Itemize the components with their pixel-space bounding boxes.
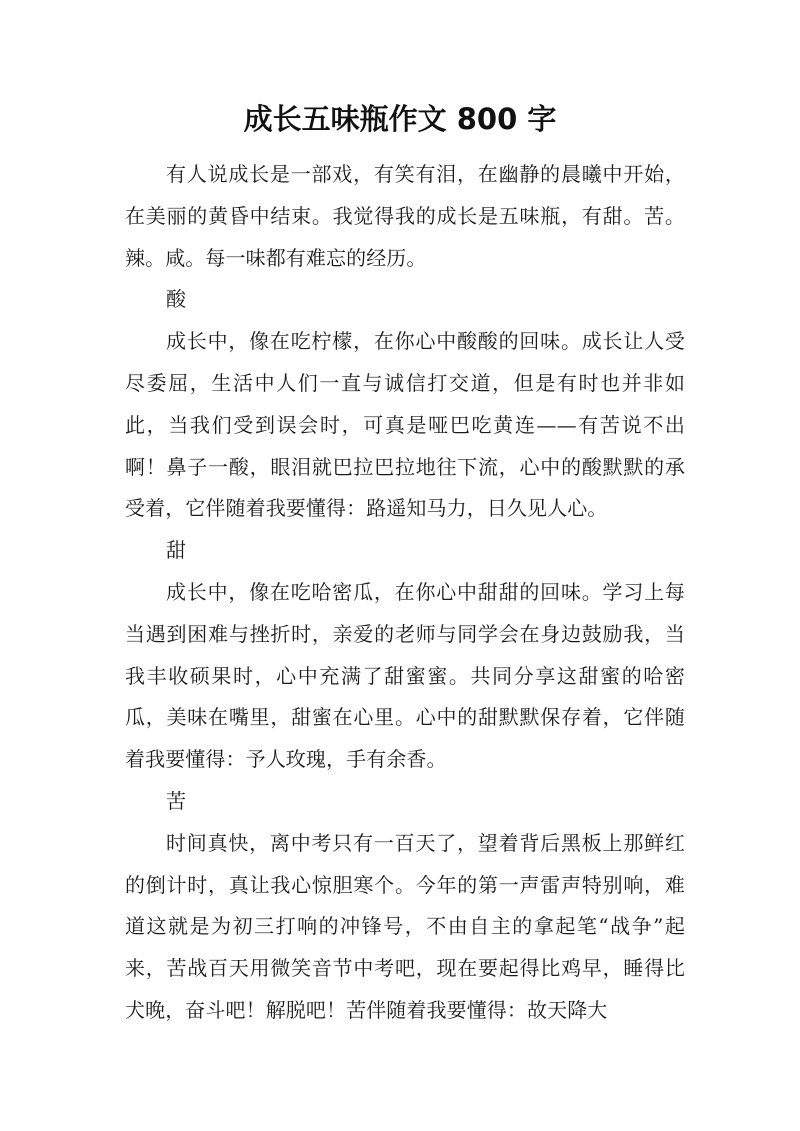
document-body [125, 154, 685, 1032]
paragraph-bitter: 时间真快，离中考只有一百天了，望着背后黑板上那鲜红的倒计时，真让我心惊胆寒个。今年的第一声雷声特别响，难道这就是为初三打响的冲锋号，不由自主的拿起笔“战争”起来，苦战百天用微笑音节中考吧，现在要起得比鸡早，睡得比犬晚，奋斗吧！解脱吧！苦伴随着我要懂得：故天降大 [125, 830, 685, 1022]
paragraph-intro: 有人说成长是一部戏，有笑有泪，在幽静的晨曦中开始，在美丽的黄昏中结束。我觉得我的成长是五味瓶，有甜。苦。辣。咸。每一味都有难忘的经历。 [125, 162, 685, 270]
section-heading-sweet: 甜 [166, 538, 187, 563]
section-heading-sour: 酸 [166, 287, 187, 312]
section-heading-bitter: 苦 [166, 788, 187, 813]
paragraph-sweet: 成长中，像在吃哈密瓜，在你心中甜甜的回味。学习上每当遇到困难与挫折时，亲爱的老师与同学会在身边鼓励我，当我丰收硕果时，心中充满了甜蜜蜜。共同分享这甜蜜的哈密瓜，美味在嘴里，甜蜜在心里。心中的甜默默保存着，它伴随着我要懂得：予人玫瑰，手有余香。 [125, 579, 685, 772]
paragraph-sour: 成长中，像在吃柠檬，在你心中酸酸的回味。成长让人受尽委屈，生活中人们一直与诚信打交道，但是有时也并非如此，当我们受到误会时，可真是哑巴吃黄连——有苦说不出啊！鼻子一酸，眼泪就巴拉巴拉地往下流，心中的酸默默的承受着，它伴随着我要懂得：路遥知马力，日久见人心。 [125, 329, 685, 521]
document-title: 成长五味瓶作文 800 字 [243, 102, 557, 136]
